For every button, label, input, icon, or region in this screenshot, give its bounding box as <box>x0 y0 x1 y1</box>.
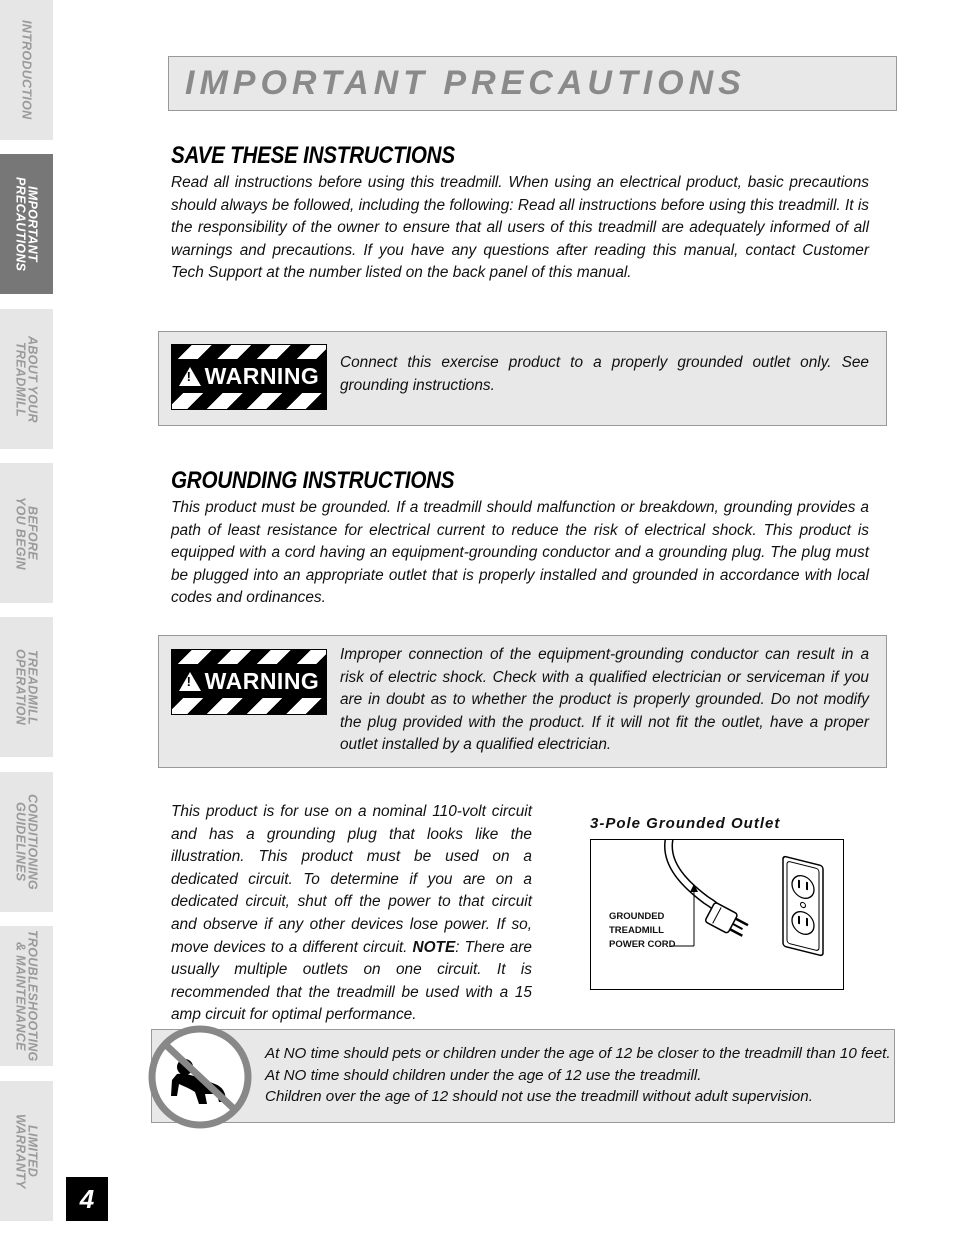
save-instructions-heading: SAVE THESE INSTRUCTIONS <box>171 142 455 169</box>
tab-important-precautions[interactable] <box>0 154 53 294</box>
warning-label: WARNING <box>204 362 320 389</box>
child-safety-line-1: At NO time should pets or children under the age of 12 be closer to the treadmill than 10 feet. <box>265 1045 891 1062</box>
warning-text: Improper connection of the equipment-grounding conductor can result in a risk of electric shock. Check with a qualified electrician or serviceman if you are in doubt as to whether the product is properly grounded. Do not modify the plug provided with the product. If it will not fit the outlet, have a proper outlet installed by a qualified electrician. <box>340 646 869 754</box>
warning-box-grounding-conductor <box>158 635 887 768</box>
no-children-icon <box>147 1024 253 1130</box>
tab-label: TROUBLESHOOTING & MAINTENANCE <box>13 930 40 1062</box>
tab-treadmill-operation[interactable] <box>0 617 53 757</box>
tab-label: LIMITED WARRANTY <box>13 1113 40 1189</box>
warning-triangle-icon: ! <box>179 367 201 386</box>
child-safety-line-3: Children over the age of 12 should not use the treadmill without adult supervision. <box>265 1088 813 1105</box>
warning-box-grounded-outlet <box>158 331 887 426</box>
grounding-instructions-heading: GROUNDING INSTRUCTIONS <box>171 467 455 494</box>
cord-label: GROUNDED TREADMILL POWER CORD <box>609 911 676 950</box>
tab-limited-warranty[interactable] <box>0 1081 53 1221</box>
page-number: 4 <box>66 1177 108 1221</box>
warning-badge <box>171 344 327 410</box>
page-title: IMPORTANT PRECAUTIONS <box>185 64 746 102</box>
tab-label: IMPORTANT PRECAUTIONS <box>13 176 40 272</box>
note-label: NOTE <box>412 938 456 956</box>
tab-before-you-begin[interactable] <box>0 463 53 603</box>
warning-label: WARNING <box>204 667 320 694</box>
tab-troubleshooting-maintenance[interactable] <box>0 926 53 1066</box>
child-safety-box <box>151 1029 895 1123</box>
save-instructions-text: Read all instructions before using this treadmill. When using an electrical product, basic precautions should always be followed, including the following: Read all instructions before using this treadmill. It is the responsibility of the owner to ensure that all users of this treadmill are adequately informed of all warnings and precautions. If you have any questions after reading this manual, contact Customer Tech Support at the number listed on the back panel of this manual. <box>171 174 869 282</box>
tab-label: CONDITIONING GUIDELINES <box>13 794 40 890</box>
outlet-figure-caption: 3-Pole Grounded Outlet <box>590 815 781 832</box>
outlet-illustration <box>590 839 844 990</box>
title-banner <box>168 56 897 111</box>
tab-conditioning-guidelines[interactable] <box>0 772 53 912</box>
child-safety-line-2: At NO time should children under the age of 12 use the treadmill. <box>265 1067 702 1084</box>
tab-label: TREADMILL OPERATION <box>13 648 40 726</box>
warning-badge <box>171 649 327 715</box>
grounding-instructions-text: This product must be grounded. If a treadmill should malfunction or breakdown, grounding provides a path of least resistance for electrical current to reduce the risk of electrical shock. This product is equipped with a cord having an equipment-grounding conductor and a grounding plug. The plug must be plugged into an appropriate outlet that is properly installed and grounded in accordance with local codes and ordinances. <box>171 499 869 607</box>
circuit-text-part1: This product is for use on a nominal 110-volt circuit and has a grounding plug that looks like the illustration. This product must be used on a dedicated circuit. To determine if you are on a dedicated circuit, shut off the power to that circuit and observe if any other devices lose power. If so, move devices to a different circuit. <box>171 803 532 956</box>
circuit-text-part2: : There are usually multiple outlets on one circuit. It is recommended that the treadmill be used with a 15 amp circuit for optimal performance. <box>171 938 532 1024</box>
tab-about-your-treadmill[interactable] <box>0 309 53 449</box>
tab-label: ABOUT YOUR TREADMILL <box>13 335 40 423</box>
warning-text: Connect this exercise product to a properly grounded outlet only. See grounding instructions. <box>340 354 869 394</box>
tab-label: INTRODUCTION <box>19 20 34 120</box>
circuit-info-text <box>171 801 532 1027</box>
tab-introduction[interactable] <box>0 0 53 140</box>
tab-label: BEFORE YOU BEGIN <box>13 496 40 570</box>
warning-triangle-icon: ! <box>179 672 201 691</box>
